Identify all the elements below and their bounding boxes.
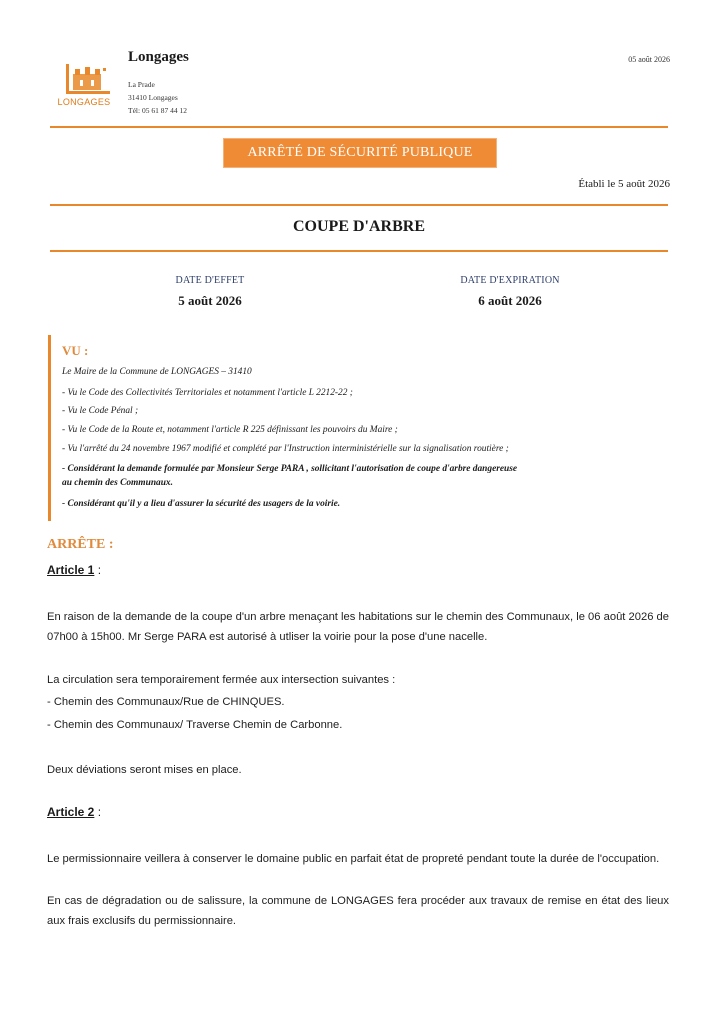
established-date: Établi le 5 août 2026 [578,178,670,190]
vu-line: - Vu l'arrêté du 24 novembre 1967 modifié et complété par l'Instruction interministérielle sur la signalisation routière ; [62,444,509,454]
article-1-list-item: - Chemin des Communaux/Rue de CHINQUES. [47,696,285,708]
vu-line: - Vu le Code de la Route et, notamment l'article R 225 définissant les pouvoirs du Maire ; [62,425,398,435]
address-line2: 31410 Longages [128,93,178,102]
effect-date-block [80,275,340,309]
logo-text: LONGAGES [57,97,111,107]
arrete-title: ARRÊTE : [47,537,114,552]
article-1-paragraph: La circulation sera temporairement fermée aux intersection suivantes : [47,674,396,686]
article-2-suffix: : [94,805,102,819]
article-2-paragraph: En cas de dégradation ou de salissure, la commune de LONGAGES fera procéder aux travaux de remise en état des lieux aux frais exclusifs du permissionnaire. [47,895,669,927]
vu-line: - Considérant qu'il y a lieu d'assurer la sécurité des usagers de la voirie. [62,499,341,509]
article-1-paragraph: Deux déviations seront mises en place. [47,764,242,776]
castle-logo-icon [58,60,118,100]
expiry-date-value: 6 août 2026 [478,293,542,308]
article-1-suffix: : [94,563,102,577]
vu-line: - Considérant la demande formulée par Monsieur Serge PARA , sollicitant l'autorisation de coupe d'arbre dangereuse [62,464,518,474]
effect-date-label: DATE D'EFFET [175,275,245,286]
article-1-list-item: - Chemin des Communaux/ Traverse Chemin de Carbonne. [47,719,343,731]
expiry-date-block [380,275,640,309]
banner-title: ARRÊTÉ DE SÉCURITÉ PUBLIQUE [247,145,473,160]
address-line1: La Prade [128,80,155,89]
subject-title: COUPE D'ARBRE [292,218,425,235]
document-date: 05 août 2026 [628,55,670,64]
article-1-paragraph: En raison de la demande de la coupe d'un arbre menaçant les habitations sur le chemin des Communaux, le 06 août 2026 de 07h00 à 15h00. Mr Serge PARA est autorisé à utliser la voirie pour la pose d'une nacelle. [47,611,669,643]
vu-accent-bar [48,335,51,521]
effect-date-value: 5 août 2026 [178,293,242,308]
vu-line: - Vu le Code des Collectivités Territoriales et notamment l'article L 2212-22 ; [62,388,353,398]
article-1-heading [47,563,101,577]
vu-title: VU : [62,343,89,358]
divider [50,126,668,128]
article-2-heading [47,805,101,819]
vu-line: au chemin des Communaux. [62,478,173,488]
expiry-date-label: DATE D'EXPIRATION [460,275,560,286]
divider [50,250,668,252]
org-name: Longages [128,49,189,65]
title-banner [224,139,496,167]
vu-line: - Vu le Code Pénal ; [62,406,139,416]
divider [50,204,668,206]
article-2-paragraph: Le permissionnaire veillera à conserver le domaine public en parfait état de propreté pendant toute la durée de l'occupation. [47,853,660,865]
phone: Tél: 05 61 87 44 12 [128,106,187,115]
vu-line: Le Maire de la Commune de LONGAGES – 31410 [62,367,252,377]
article-2-label: Article 2 [47,805,95,819]
article-1-label: Article 1 [47,563,95,577]
